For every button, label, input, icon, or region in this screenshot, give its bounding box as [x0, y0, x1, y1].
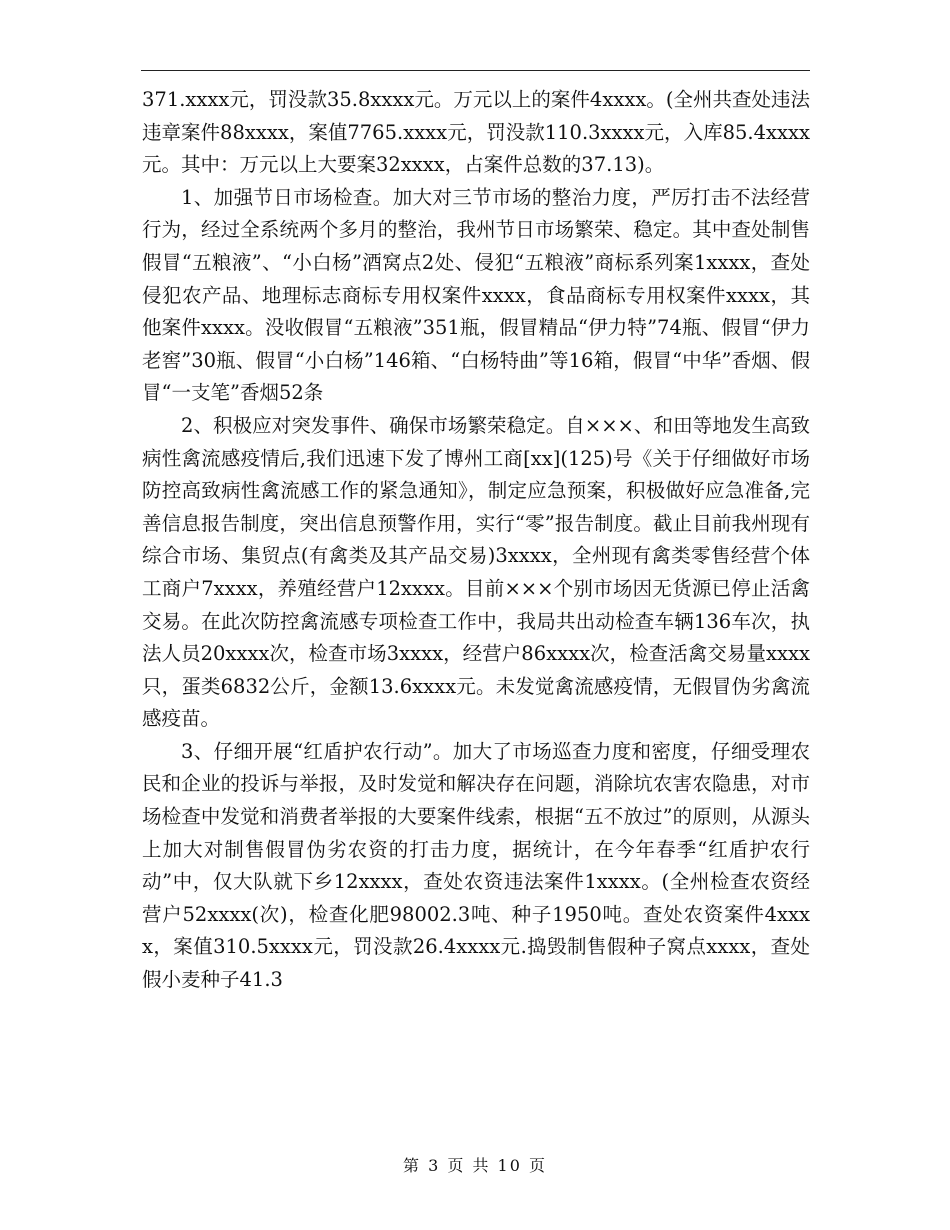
header-rule	[141, 70, 810, 71]
body-text	[142, 84, 810, 997]
page-number-footer: 第 3 页 共 10 页	[403, 1156, 547, 1175]
paragraph-holiday-market: 1、加强节日市场检查。加大对三节市场的整治力度，严厉打击不法经营行为，经过全系统两个多月的整治，我州节日市场繁荣、稳定。其中查处制售假冒“五粮液”、“小白杨”酒窝点2处、侵犯“五粮液”商标系列案1xxxx，查处侵犯农产品、地理标志商标专用权案件xxxx，食品商标专用权案件xxxx，其他案件xxxx。没收假冒“五粮液”351瓶，假冒精品“伊力特”74瓶、假冒“伊力老窖”30瓶、假冒“小白杨”146箱、“白杨特曲”等16箱，假冒“中华”香烟、假冒“一支笔”香烟52条	[142, 185, 810, 405]
paragraph-bird-flu: 2、积极应对突发事件、确保市场繁荣稳定。自×××、和田等地发生高致病性禽流感疫情后,我们迅速下发了博州工商[xx](125)号《关于仔细做好市场防控高致病性禽流感工作的紧急通知》，制定应急预案，积极做好应急准备,完善信息报告制度，突出信息预警作用，实行“零”报告制度。截止目前我州现有综合市场、集贸点(有禽类及其产品交易)3xxxx，全州现有禽类零售经营个体工商户7xxxx，养殖经营户12xxxx。目前×××个别市场因无货源已停止活禽交易。在此次防控禽流感专项检查工作中，我局共出动检查车辆136车次，执法人员20xxxx次，检查市场3xxxx，经营户86xxxx次，检查活禽交易量xxxx只，蛋类6832公斤，金额13.6xxxx元。未发觉禽流感疫情，无假冒伪劣禽流感疫苗。	[142, 413, 810, 731]
paragraph-red-shield: 3、仔细开展“红盾护农行动”。加大了市场巡查力度和密度，仔细受理农民和企业的投诉与举报，及时发觉和解决存在问题，消除坑农害农隐患，对市场检查中发觉和消费者举报的大要案件线索，根据“五不放过”的原则，从源头上加大对制售假冒伪劣农资的打击力度，据统计，在今年春季“红盾护农行动”中，仅大队就下乡12xxxx，查处农资违法案件1xxxx。(全州检查农资经营户52xxxx(次)，检查化肥98002.3吨、种子1950吨。查处农资案件4xxxx，案值310.5xxxx元，罚没款26.4xxxx元.捣毁制售假种子窝点xxxx，查处假小麦种子41.3	[142, 739, 810, 992]
paragraph-summary: 371.xxxx元，罚没款35.8xxxx元。万元以上的案件4xxxx。(全州共查处违法违章案件88xxxx，案值7765.xxxx元，罚没款110.3xxxx元，入库85.4xxxx元。其中：万元以上大要案32xxxx，占案件总数的37.13)。	[142, 88, 810, 177]
